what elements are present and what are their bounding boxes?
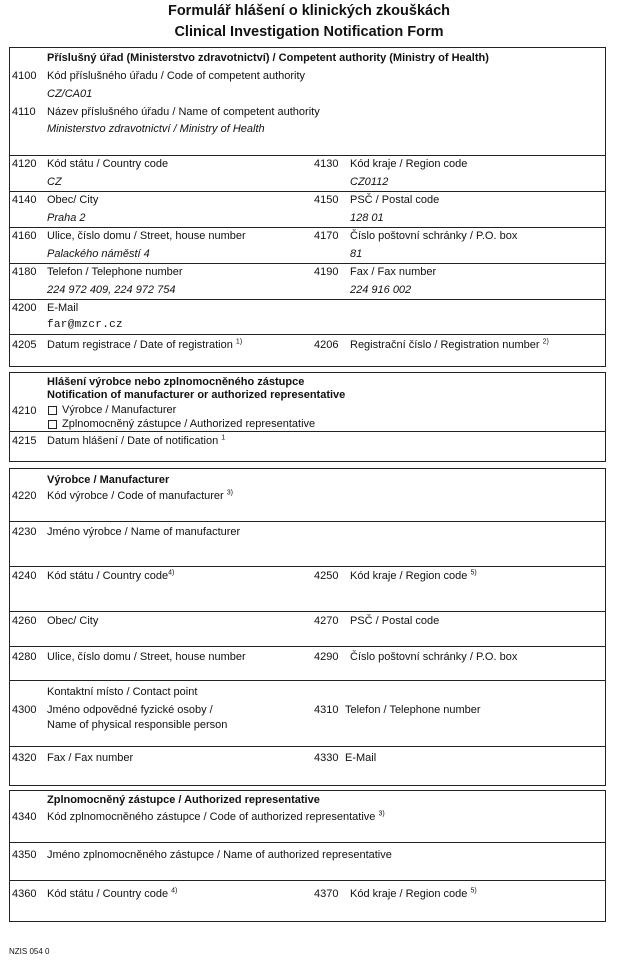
manufacturer-region-code-text: Kód kraje / Region code bbox=[350, 570, 468, 582]
contact-telephone-label[interactable]: Telefon / Telephone number bbox=[345, 704, 481, 716]
fax-value[interactable]: 224 916 002 bbox=[350, 284, 412, 296]
email-label: E-Mail bbox=[47, 302, 79, 314]
representative-code-label[interactable] bbox=[47, 811, 385, 824]
footnote-ref: 1 bbox=[221, 434, 226, 442]
divider bbox=[9, 680, 606, 681]
footnote-ref: 3) bbox=[226, 489, 234, 497]
divider bbox=[9, 227, 606, 228]
manufacturer-postal-code-label[interactable]: PSČ / Postal code bbox=[350, 615, 440, 627]
divider bbox=[9, 880, 606, 881]
field-number: 4160 bbox=[12, 230, 37, 242]
field-number: 4240 bbox=[12, 570, 37, 582]
divider bbox=[9, 646, 606, 647]
notification-heading-cz: Hlášení výrobce nebo zplnomocněného zástupce bbox=[47, 376, 305, 388]
field-number: 4150 bbox=[314, 194, 339, 206]
authorized-representative-option-label: Zplnomocněný zástupce / Authorized representative bbox=[62, 418, 316, 430]
form-code: NZIS 054 0 bbox=[9, 947, 50, 956]
notification-heading-en: Notification of manufacturer or authorized representative bbox=[47, 389, 346, 401]
representative-region-code-label[interactable] bbox=[350, 888, 477, 901]
telephone-label: Telefon / Telephone number bbox=[47, 266, 183, 278]
field-number: 4300 bbox=[12, 704, 37, 716]
manufacturer-code-text: Kód výrobce / Code of manufacturer bbox=[47, 490, 224, 502]
divider bbox=[9, 431, 606, 432]
registration-number-text: Registrační číslo / Registration number bbox=[350, 339, 540, 351]
manufacturer-section bbox=[9, 468, 606, 786]
manufacturer-option-label: Výrobce / Manufacturer bbox=[62, 404, 177, 416]
field-number: 4220 bbox=[12, 490, 37, 502]
field-number: 4270 bbox=[314, 615, 339, 627]
region-code-value[interactable]: CZ0112 bbox=[350, 176, 389, 188]
field-number: 4140 bbox=[12, 194, 37, 206]
representative-region-code-text: Kód kraje / Region code bbox=[350, 888, 468, 900]
manufacturer-po-box-label[interactable]: Číslo poštovní schránky / P.O. box bbox=[350, 651, 518, 663]
manufacturer-country-code-text: Kód státu / Country code bbox=[47, 570, 169, 582]
responsible-person-label[interactable]: Jméno odpovědné fyzické osoby / bbox=[47, 704, 213, 716]
divider bbox=[9, 521, 606, 522]
manufacturer-street-label[interactable]: Ulice, číslo domu / Street, house number bbox=[47, 651, 246, 663]
authority-name-label: Název příslušného úřadu / Name of competent authority bbox=[47, 106, 320, 118]
footnote-ref: 1) bbox=[235, 338, 243, 346]
contact-point-label: Kontaktní místo / Contact point bbox=[47, 686, 198, 698]
manufacturer-region-code-label[interactable] bbox=[350, 570, 477, 583]
responsible-person-label-en: Name of physical responsible person bbox=[47, 719, 228, 731]
email-value[interactable]: far@mzcr.cz bbox=[47, 319, 123, 331]
field-number: 4340 bbox=[12, 811, 37, 823]
field-number: 4280 bbox=[12, 651, 37, 663]
street-label: Ulice, číslo domu / Street, house number bbox=[47, 230, 246, 242]
registration-number-label[interactable] bbox=[350, 339, 549, 352]
field-number: 4360 bbox=[12, 888, 37, 900]
field-number: 4350 bbox=[12, 849, 37, 861]
postal-code-label: PSČ / Postal code bbox=[350, 194, 440, 206]
field-number: 4206 bbox=[314, 339, 339, 351]
manufacturer-name-label[interactable]: Jméno výrobce / Name of manufacturer bbox=[47, 526, 241, 538]
city-value[interactable]: Praha 2 bbox=[47, 212, 86, 224]
field-number: 4320 bbox=[12, 752, 37, 764]
po-box-value[interactable]: 81 bbox=[350, 248, 363, 260]
footnote-ref: 4) bbox=[168, 569, 175, 577]
field-number: 4190 bbox=[314, 266, 339, 278]
footnote-ref: 5) bbox=[470, 569, 477, 577]
divider bbox=[9, 611, 606, 612]
authority-code-label: Kód příslušného úřadu / Code of competent authority bbox=[47, 70, 306, 82]
field-number: 4370 bbox=[314, 888, 339, 900]
field-number: 4110 bbox=[12, 106, 36, 118]
divider bbox=[9, 842, 606, 843]
representative-country-code-text: Kód státu / Country code bbox=[47, 888, 169, 900]
divider bbox=[9, 334, 606, 335]
footnote-ref: 5) bbox=[470, 887, 477, 895]
city-label: Obec/ City bbox=[47, 194, 99, 206]
field-number: 4210 bbox=[12, 405, 37, 417]
field-number: 4120 bbox=[12, 158, 37, 170]
field-number: 4200 bbox=[12, 302, 37, 314]
field-number: 4290 bbox=[314, 651, 339, 663]
registration-date-label[interactable] bbox=[47, 339, 242, 352]
postal-code-value[interactable]: 128 01 bbox=[350, 212, 384, 224]
field-number: 4215 bbox=[12, 435, 37, 447]
manufacturer-city-label[interactable]: Obec/ City bbox=[47, 615, 99, 627]
manufacturer-country-code-label[interactable] bbox=[47, 570, 174, 583]
street-value[interactable]: Palackého náměstí 4 bbox=[47, 248, 150, 260]
field-number: 4260 bbox=[12, 615, 37, 627]
representative-heading: Zplnomocněný zástupce / Authorized representative bbox=[47, 794, 320, 806]
authorized-representative-checkbox[interactable] bbox=[48, 420, 57, 429]
field-number: 4230 bbox=[12, 526, 37, 538]
registration-date-text: Datum registrace / Date of registration bbox=[47, 339, 233, 351]
field-number: 4250 bbox=[314, 570, 339, 582]
authority-code-value[interactable]: CZ/CA01 bbox=[47, 88, 93, 100]
divider bbox=[9, 566, 606, 567]
footnote-ref: 2) bbox=[542, 338, 549, 346]
manufacturer-code-label[interactable] bbox=[47, 490, 233, 503]
manufacturer-checkbox[interactable] bbox=[48, 406, 57, 415]
country-code-label: Kód státu / Country code bbox=[47, 158, 169, 170]
representative-code-text: Kód zplnomocněného zástupce / Code of authorized representative bbox=[47, 811, 376, 823]
footnote-ref: 4) bbox=[171, 887, 178, 895]
authority-heading: Příslušný úřad (Ministerstvo zdravotnictví) / Competent authority (Ministry of Health) bbox=[47, 52, 489, 64]
footnote-ref: 3) bbox=[378, 810, 385, 818]
field-number: 4170 bbox=[314, 230, 339, 242]
divider bbox=[9, 263, 606, 264]
representative-name-label[interactable]: Jméno zplnomocněného zástupce / Name of authorized representative bbox=[47, 849, 392, 861]
divider bbox=[9, 155, 606, 156]
field-number: 4310 bbox=[314, 704, 339, 716]
authority-name-value[interactable]: Ministerstvo zdravotnictví / Ministry of Health bbox=[47, 123, 265, 135]
po-box-label: Číslo poštovní schránky / P.O. box bbox=[350, 230, 518, 242]
fax-label: Fax / Fax number bbox=[350, 266, 437, 278]
field-number: 4180 bbox=[12, 266, 37, 278]
region-code-label: Kód kraje / Region code bbox=[350, 158, 468, 170]
representative-country-code-label[interactable] bbox=[47, 888, 177, 901]
notification-date-text: Datum hlášení / Date of notification bbox=[47, 435, 219, 447]
divider bbox=[9, 191, 606, 192]
manufacturer-heading: Výrobce / Manufacturer bbox=[47, 474, 170, 486]
telephone-value[interactable]: 224 972 409, 224 972 754 bbox=[47, 284, 176, 296]
field-number: 4100 bbox=[12, 70, 37, 82]
notification-date-label[interactable] bbox=[47, 435, 225, 448]
field-number: 4205 bbox=[12, 339, 37, 351]
contact-fax-label[interactable]: Fax / Fax number bbox=[47, 752, 134, 764]
country-code-value[interactable]: CZ bbox=[47, 176, 62, 188]
form-title-en: Clinical Investigation Notification Form bbox=[174, 24, 444, 40]
contact-email-label[interactable]: E-Mail bbox=[345, 752, 377, 764]
field-number: 4130 bbox=[314, 158, 339, 170]
divider bbox=[9, 299, 606, 300]
field-number: 4330 bbox=[314, 752, 339, 764]
divider bbox=[9, 746, 606, 747]
form-title-cz: Formulář hlášení o klinických zkouškách bbox=[167, 3, 451, 19]
